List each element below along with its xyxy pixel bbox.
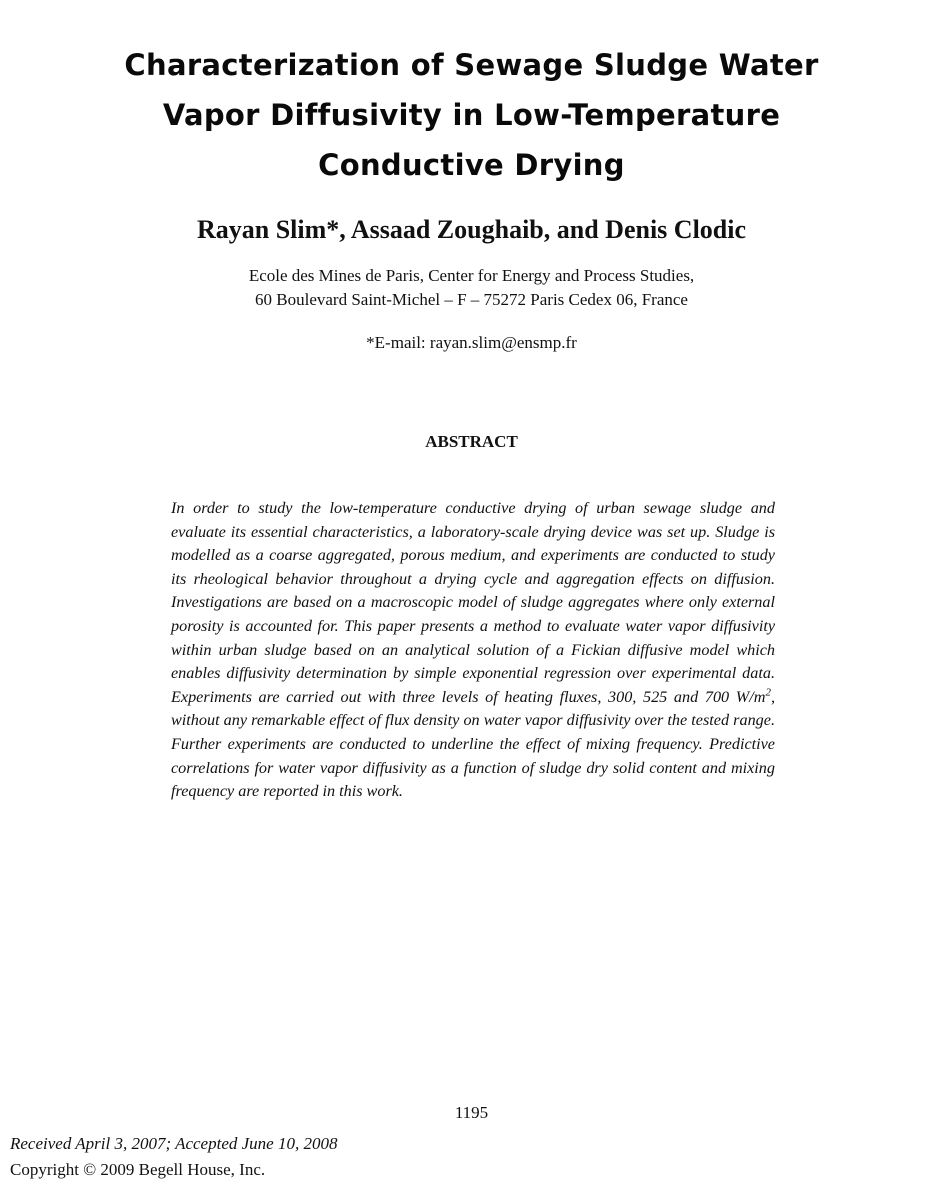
affiliation-line-1: Ecole des Mines de Paris, Center for Energy and Process Studies, (248, 266, 695, 285)
author-list: Rayan Slim*, Assaad Zoughaib, and Denis Clodic (196, 215, 747, 244)
abstract-text-part-1: In order to study the low-temperature conductive drying of urban sewage sludge and evaluate its essential characteristics, a laboratory-scale drying device was set up. Sludge is modelled as a coarse aggregated, porous medium, and experiments are conducted to study its rheological behavior throughout a drying cycle and aggregation effects on diffusion. Investigations are based on a macroscopic model of sludge aggregates where only external porosity is accounted for. This paper presents a method to evaluate water vapor diffusivity within urban sludge based on an analytical solution of a Fickian diffusive model which enables diffusivity determination by simple exponential regression over experimental data. Experiments are carried out with three levels of heating fluxes, 300, 525 and 700 W/m (171, 499, 775, 706)
abstract-text (171, 497, 775, 804)
abstract-text-part-2: , without any remarkable effect of flux density on water vapor diffusivity over the tested range. Further experiments are conducted to underline the effect of mixing frequency. Predictive correlations for water vapor diffusivity as a function of sludge dry solid content and mixing frequency are reported in this work. (171, 687, 775, 801)
title-line-1: Characterization of Sewage Sludge Water (124, 48, 819, 82)
title-line-3: Conductive Drying (318, 148, 625, 182)
title-line-2: Vapor Diffusivity in Low-Temperature (162, 98, 781, 132)
contact-email: *E-mail: rayan.slim@ensmp.fr (366, 333, 577, 352)
affiliation (0, 264, 943, 312)
copyright-notice: Copyright © 2009 Begell House, Inc. (10, 1160, 266, 1179)
paper-title (60, 40, 883, 190)
page-number: 1195 (454, 1103, 489, 1122)
affiliation-line-2: 60 Boulevard Saint-Michel – F – 75272 Paris Cedex 06, France (255, 290, 688, 309)
abstract-heading: ABSTRACT (425, 432, 518, 451)
abstract-superscript: 2 (765, 686, 771, 699)
received-dates: Received April 3, 2007; Accepted June 10, 2008 (10, 1134, 338, 1153)
